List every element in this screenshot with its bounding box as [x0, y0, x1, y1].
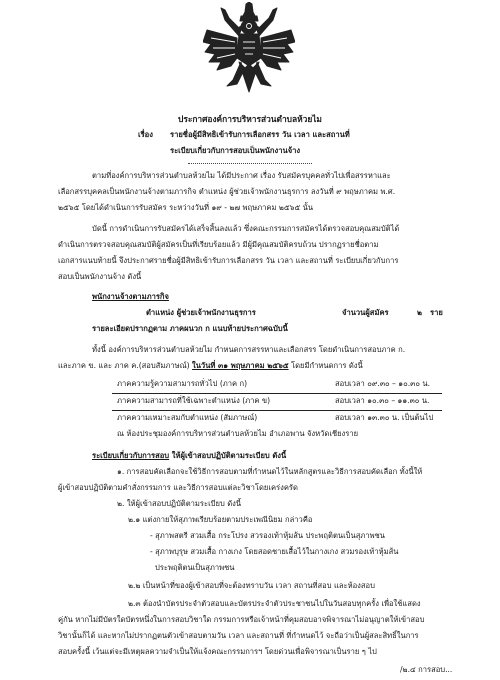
exam-date: ในวันที่ ๓๑ พฤษภาคม ๒๕๖๕ — [192, 361, 289, 370]
position-name: ตำแหน่ง ผู้ช่วยเจ้าพนักงานธุรการ — [146, 308, 256, 317]
rule-2-3-line: ๒.๓ ต้องนำบัตรประจำตัวสอบและบัตรประจำตัวประชาชนไปในวันสอบทุกครั้ง เพื่อใช้แสดง — [128, 599, 421, 608]
schedule-item-time: สอบเวลา ๐๙.๓๐ – ๑๐.๓๐ น. — [335, 379, 430, 388]
rule-2-1-men-continued: ประพฤติตนเป็นสุภาพชน — [155, 563, 235, 572]
position-heading: พนักงานจ้างตามภารกิจ — [92, 292, 169, 301]
schedule-row-divider — [112, 393, 442, 394]
rule-1-line: ๑. การสอบคัดเลือกจะใช้วิธีการสอบตามที่กำหนดไว้ในหลักสูตรและวิธีการสอบคัดเลือก ทั้งนี้ให้ — [117, 467, 423, 476]
rule-2-1-men: - สุภาพบุรุษ สวมเสื้อ กางเกง โดยสอดชายเสื้อไว้ในกางเกง สวมรองเท้าหุ้มส้น — [150, 547, 399, 556]
subject-label: เรื่อง — [138, 130, 153, 139]
applicant-count-value: ๒ — [417, 308, 423, 317]
schedule-intro-line-1: ทั้งนี้ องค์การบริหารส่วนตำบลห้วยไม กำหนดการสรรหาและเลือกสรร โดยดำเนินการสอบภาค ก. — [92, 345, 406, 354]
paragraph-2-line: เอกสารแนบท้ายนี้ จึงประกาศรายชื่อผู้มีสิทธิเข้ารับการเลือกสรร วัน เวลา และสถานที่ ระเบียบเกี่ยวกับการ — [58, 256, 399, 265]
rules-heading-underlined: ระเบียบเกี่ยวกับการสอบ — [92, 451, 170, 460]
applicant-count-unit: ราย — [430, 308, 443, 317]
schedule-row-divider — [112, 410, 442, 411]
title-separator — [188, 163, 312, 164]
subject-line-1: รายชื่อผู้มีสิทธิเข้ารับการเลือกสรร วัน เวลา และสถานที่ — [170, 130, 350, 139]
schedule-item-label: ภาคความเหมาะสมกับตำแหน่ง (สัมภาษณ์) — [117, 413, 258, 422]
schedule-intro-line-2 — [58, 362, 363, 370]
applicant-list-note: รายละเอียดปรากฏตาม ภาคผนวก ก แนบท้ายประกาศฉบับนี้ — [92, 324, 288, 333]
rule-2-1-women: - สุภาพสตรี สวมเสื้อ กระโปรง สวรองเท้าหุ้มส้น ประพฤติตนเป็นสุภาพชน — [150, 531, 385, 540]
rule-2-1: ๒.๑ แต่งกายให้สุภาพเรียบร้อยตามประเพณีนิยม กล่าวคือ — [128, 515, 313, 524]
paragraph-2-line: บัดนี้ การดำเนินการรับสมัครได้เสร็จสิ้นลงแล้ว ซึ่งคณะกรรมการสมัครได้ตรวจสอบคุณสมบัติได้ — [92, 224, 400, 233]
paragraph-1-line: ๒๕๖๕ โดยได้ดำเนินการรับสมัคร ระหว่างวันที่ ๑๙ - ๒๗ พฤษภาคม ๒๕๖๕ นั้น — [58, 203, 314, 212]
rules-heading-rest: ให้ผู้เข้าสอบปฏิบัติตามระเบียบ ดังนี้ — [171, 451, 287, 460]
schedule-intro-text-end: โดยมีกำหนดการ ดังนี้ — [291, 361, 363, 370]
paragraph-1-line: เลือกสรรบุคคลเป็นพนักงานจ้างตามภารกิจ ตำแหน่ง ผู้ช่วยเจ้าพนักงานธุรการ ลงวันที่ ๙ พฤษภาคม พ.ศ. — [58, 187, 396, 196]
subject-line-2: ระเบียบเกี่ยวกับการสอบเป็นพนักงานจ้าง — [170, 146, 301, 155]
paragraph-2-line: ดำเนินการตรวจสอบคุณสมบัติผู้สมัครเป็นที่เรียบร้อยแล้ว มีผู้มีคุณสมบัติครบถ้วน ปรากฏรายชื่อตาม — [58, 240, 379, 249]
rule-2-3-line: วิชานั้นก็ได้ และหากไม่ปรากฏตนตัวเข้าสอบตามวัน เวลา และสถานที่ ที่กำหนดไว้ จะถือว่าเป็นผู้สละสิทธิ์ในการ — [58, 631, 419, 640]
continued-marker: /๒.๔ การสอบ... — [400, 665, 453, 674]
paragraph-2-line: สอบเป็นพนักงานจ้าง ดังนี้ — [58, 272, 142, 281]
announcement-title: ประกาศองค์การบริหารส่วนตำบลห้วยไม — [178, 114, 322, 124]
rule-2: ๒. ให้ผู้เข้าสอบปฏิบัติตามระเบียบ ดังนี้ — [117, 499, 242, 508]
rule-2-2: ๒.๒ เป็นหน้าที่ของผู้เข้าสอบที่จะต้องทราบวัน เวลา สถานที่สอบ และห้องสอบ — [128, 581, 375, 590]
schedule-item-label: ภาคความสามารถที่ใช้เฉพาะตำแหน่ง (ภาค ข) — [117, 396, 271, 405]
rule-2-3-line: สอบครั้งนี้ เว้นแต่จะมีเหตุผลความจำเป็นให้แจ้งคณะกรรมการฯ โดยด่วนเพื่อพิจารณาเป็นราย ๆ ไป — [58, 647, 377, 656]
rule-2-3-line: คู่กัน หากไม่มีบัตรใดบัตรหนึ่งในการสอบวิชาใด กรรมการหรือเจ้าหน้าที่คุมสอบอาจพิจารณาไม่อนุญาตให้เข้าสอบ — [58, 615, 425, 624]
paragraph-1-line: ตามที่องค์การบริหารส่วนตำบลห้วยไม ได้มีประกาศ เรื่อง รับสมัครบุคคลทั่วไปเพื่อสรรหาและ — [92, 171, 391, 180]
rules-heading — [92, 452, 286, 460]
schedule-item-time: สอบเวลา ๑๐.๓๐ – ๑๑.๓๐ น. — [335, 396, 430, 405]
rule-1-line: ผู้เข้าสอบปฏิบัติตามคำสั่งกรรมการ และวิธีการสอบแต่ละวิชาโดยเคร่งครัด — [58, 483, 298, 492]
applicant-count-label: จำนวนผู้สมัคร — [342, 308, 389, 317]
exam-venue: ณ ห้องประชุมองค์การบริหารส่วนตำบลห้วยไม อำเภอพาน จังหวัดเชียงราย — [117, 429, 359, 438]
schedule-item-label: ภาคความรู้ความสามารถทั่วไป (ภาค ก) — [117, 379, 248, 388]
garuda-emblem-icon — [203, 2, 295, 98]
schedule-item-time: สอบเวลา ๑๓.๓๐ น. เป็นต้นไป — [335, 413, 434, 422]
schedule-intro-text: และภาค ข. และ ภาค ค.(สอบสัมภาษณ์) — [58, 361, 190, 370]
